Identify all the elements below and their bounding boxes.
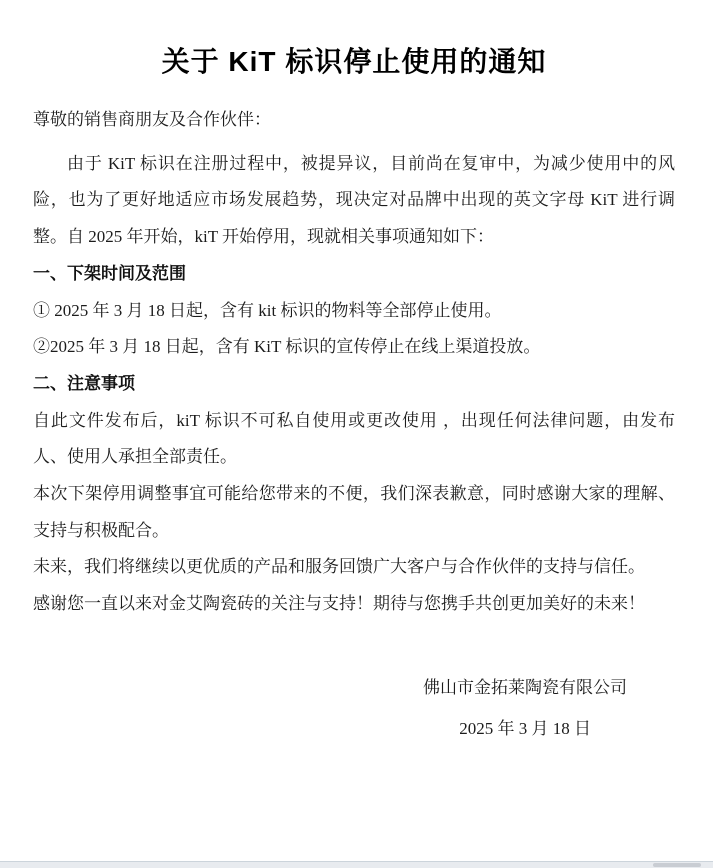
section2-paragraph-1: 自此文件发布后，kiT 标识不可私自使用或更改使用 ，出现任何法律问题，由发布人、使用人承担全部责任。 — [33, 410, 675, 467]
greeting-line: 尊敬的销售商朋友及合作伙伴： — [33, 110, 271, 129]
signature-block — [33, 667, 675, 749]
document-title: 关于 KiT 标识停止使用的通知 — [161, 46, 547, 77]
section2-paragraph-4: 感谢您一直以来对金艾陶瓷砖的关注与支持！期待与您携手共创更加美好的未来！ — [33, 594, 645, 614]
signature-date: 2025 年 3 月 18 日 — [459, 718, 591, 738]
section1-item-1: ① 2025 年 3 月 18 日起，含有 kit 标识的物料等全部停止使用。 — [33, 300, 502, 320]
horizontal-scrollbar[interactable] — [0, 861, 713, 868]
section2-paragraph-2: 本次下架停用调整事宜可能给您带来的不便，我们深表歉意，同时感谢大家的理解、支持与积极配合。 — [33, 484, 675, 540]
scrollbar-thumb[interactable] — [653, 863, 701, 867]
section2-heading: 二、注意事项 — [33, 373, 135, 393]
section1-item-2: ②2025 年 3 月 18 日起，含有 KiT 标识的宣传停止在线上渠道投放。 — [33, 337, 541, 357]
document-text — [33, 102, 675, 623]
section1-heading: 一、下架时间及范围 — [33, 263, 186, 283]
section2-paragraph-3: 未来，我们将继续以更优质的产品和服务回馈广大客户与合作伙伴的支持与信任。 — [33, 557, 645, 577]
signature-company: 佛山市金拓莱陶瓷有限公司 — [423, 677, 627, 697]
intro-paragraph: 由于 KiT 标识在注册过程中，被提异议，目前尚在复审中，为减少使用中的风险，也为了更好地适应市场发展趋势，现决定对品牌中出现的英文字母 KiT 进行调整。自 2025 年开始，kiT 开始停用，现就相关事项通知如下： — [33, 153, 675, 247]
